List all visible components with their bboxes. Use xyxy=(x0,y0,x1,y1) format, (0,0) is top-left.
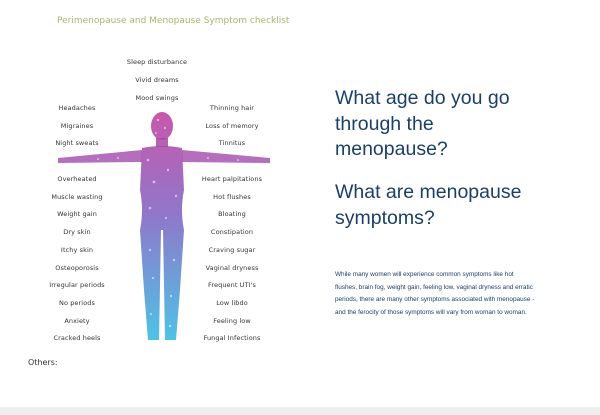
symptom-fungal-infections: Fungal Infections xyxy=(203,334,261,342)
heading-menopause-age: What age do you go through the menopause? xyxy=(335,87,510,160)
symptom-mood-swings: Mood swings xyxy=(135,94,179,102)
symptom-frequent-utis: Frequent UTI's xyxy=(208,281,256,289)
symptom-feeling-low: Feeling low xyxy=(213,317,251,325)
human-figure-illustration xyxy=(38,100,278,350)
symptom-irregular-periods: Irregular periods xyxy=(49,281,105,289)
symptom-overheated: Overheated xyxy=(57,175,97,183)
symptom-cracked-heels: Cracked heels xyxy=(53,334,101,342)
symptom-night-sweats: Night sweats xyxy=(55,139,99,147)
article-body-text: While many women will experience common symptoms like hot flushes, brain fog, weight gain, feeling low, vaginal dryness and erratic periods, there are many other symptoms associated with menopause - and the ferocity of those symptoms will vary from woman to woman. xyxy=(335,271,535,316)
symptom-headaches: Headaches xyxy=(58,104,96,112)
symptom-constipation: Constipation xyxy=(210,228,254,236)
heading-menopause-symptoms: What are menopause symptoms? xyxy=(335,181,522,229)
symptom-bloating: Bloating xyxy=(218,210,246,218)
symptom-heart-palpitations: Heart palpitations xyxy=(201,175,263,183)
figure-body xyxy=(58,112,270,340)
symptom-craving-sugar: Craving sugar xyxy=(208,246,256,254)
symptom-vaginal-dryness: Vaginal dryness xyxy=(205,264,259,272)
symptom-dry-skin: Dry skin xyxy=(63,228,91,236)
others-label: Others: xyxy=(28,358,58,367)
symptom-muscle-wasting: Muscle wasting xyxy=(51,193,103,201)
checklist-title: Perimenopause and Menopause Symptom checklist xyxy=(57,16,290,26)
page-bottom-edge xyxy=(0,407,600,415)
symptom-weight-gain: Weight gain xyxy=(57,210,97,218)
symptom-no-periods: No periods xyxy=(59,299,95,307)
symptom-thinning-hair: Thinning hair xyxy=(209,104,255,112)
symptom-hot-flushes: Hot flushes xyxy=(213,193,251,201)
symptom-migraines: Migraines xyxy=(60,122,94,130)
symptom-loss-of-memory: Loss of memory xyxy=(205,122,259,130)
symptom-low-libido: Low libdo xyxy=(216,299,248,307)
symptom-anxiety: Anxiety xyxy=(64,317,90,325)
symptom-vivid-dreams: Vivid dreams xyxy=(135,76,179,84)
symptom-tinnitus: Tinnitus xyxy=(218,139,246,147)
symptom-itchy-skin: Itchy skin xyxy=(60,246,94,254)
symptom-osteoporosis: Osteoporosis xyxy=(55,264,99,272)
symptom-sleep-disturbance: Sleep disturbance xyxy=(126,58,188,66)
